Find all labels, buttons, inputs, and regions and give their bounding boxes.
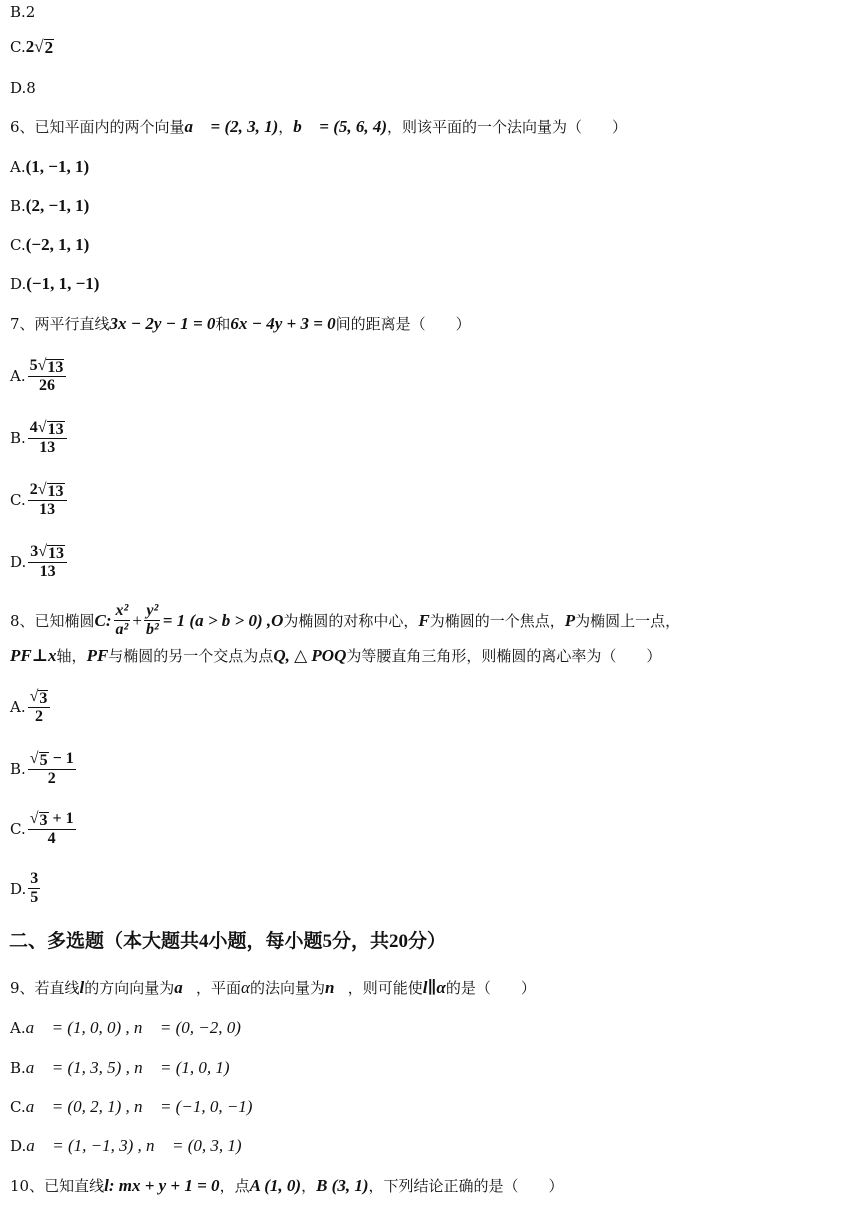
coefficient: 2: [25, 37, 35, 56]
plane-alpha: α: [241, 978, 250, 997]
stem-text: 为等腰直角三角形，则椭圆的离心率为（ ）: [346, 647, 662, 665]
stem-text: ，则该平面的一个法向量为（ ）: [387, 118, 628, 136]
heading-text: 分）: [408, 930, 447, 952]
coefficient: 3: [30, 543, 39, 560]
q8-option-c: [10, 810, 78, 848]
stem-text: ，平面: [196, 979, 242, 997]
option-label: C.: [10, 491, 26, 509]
option-label: D.: [10, 275, 27, 293]
radicand: 13: [48, 545, 65, 562]
option-label: C.: [10, 820, 26, 838]
option-label: D.: [10, 553, 27, 571]
q9-option-d: [10, 1136, 242, 1156]
fraction: √ 3 + 1 4: [29, 810, 74, 847]
heading-text: 分，共: [332, 930, 390, 952]
option-label: A.: [10, 367, 26, 385]
q10-stem: [10, 1176, 564, 1196]
option-value: a⃗ = (1, 3, 5) , n⃗ = (1, 0, 1): [25, 1058, 230, 1077]
q7-option-a: [10, 357, 68, 395]
stem-text: ，点: [219, 1177, 250, 1195]
denominator: 2: [35, 708, 43, 725]
stem-text: 的方向向量为: [84, 979, 175, 997]
numerator-tail: − 1: [48, 750, 74, 767]
stem-text: ，: [278, 118, 294, 136]
q5-option-d: D.8: [10, 79, 36, 97]
vector-n: n⃗: [325, 978, 348, 997]
q7-option-b: [10, 419, 69, 457]
segment-pf: PF: [86, 646, 109, 665]
equation-2: 6x − 4y + 3 = 0: [230, 314, 336, 333]
denominator: 5: [30, 889, 39, 906]
option-value: (−1, 1, −1): [26, 274, 100, 293]
option-value: (1, −1, 1): [25, 157, 90, 176]
point-b: B (3, 1): [316, 1176, 369, 1195]
point-p: P: [564, 610, 576, 630]
denominator: 13: [39, 501, 56, 518]
vector-b: b⃗ = (5, 6, 4): [293, 117, 388, 136]
fraction: 2 √ 13 13: [28, 481, 67, 519]
stem-text: 10、已知直线: [10, 1177, 105, 1195]
q8-stem-line-2: [10, 646, 661, 666]
equation-rest: = 1 (a > b > 0) ,: [162, 610, 272, 630]
coefficient: 4: [29, 419, 38, 436]
heading-text: 小题，每小题: [208, 930, 323, 952]
point-o: O: [271, 610, 284, 630]
option-label: D.: [10, 1137, 27, 1155]
radicand: 3: [39, 812, 48, 829]
option-label: C.: [10, 38, 26, 56]
fraction: √ 3 2: [28, 688, 51, 726]
radicand: 13: [47, 421, 64, 438]
fraction-y2-b2: [144, 602, 161, 639]
denominator: 13: [39, 563, 56, 580]
denominator: b²: [145, 621, 159, 638]
stem-text: 8、已知椭圆: [10, 611, 95, 630]
stem-text: ，则可能使: [347, 979, 423, 997]
fraction: √ 5 − 1 2: [29, 750, 74, 787]
fraction: 3 √ 13 13: [28, 543, 67, 581]
stem-text: 间的距离是（ ）: [335, 315, 471, 333]
point-a: A (1, 0): [249, 1176, 302, 1195]
plus-sign: +: [132, 610, 142, 630]
option-label: B.: [10, 760, 26, 778]
option-value: a⃗ = (1, −1, 3) , n⃗ = (0, 3, 1): [26, 1136, 242, 1155]
line-l: l: [79, 978, 85, 997]
q6-option-a: [10, 157, 89, 177]
q9-option-a: [10, 1018, 241, 1038]
radicand: 2: [44, 38, 54, 57]
q8-option-a: [10, 688, 52, 726]
vector-a: a⃗: [174, 978, 197, 997]
parallel-expression: l∥α: [422, 978, 446, 997]
stem-text: ，下列结论正确的是（ ）: [368, 1177, 564, 1195]
option-label: B.: [10, 197, 26, 215]
point-f: F: [418, 610, 430, 630]
option-label: A.: [10, 158, 26, 176]
option-value: (2, −1, 1): [25, 196, 90, 215]
fraction: 4 √ 13 13: [28, 419, 67, 457]
q8-stem-line-1: [10, 602, 680, 639]
option-label: B.: [10, 1059, 26, 1077]
q5-option-b: B.2: [10, 3, 36, 21]
denominator: 2: [47, 770, 56, 787]
line-equation: l: mx + y + 1 = 0: [104, 1176, 220, 1195]
stem-text: 9、若直线: [10, 979, 80, 997]
denominator: 26: [39, 377, 55, 394]
option-label: B.: [10, 429, 26, 447]
q8-option-b: [10, 750, 78, 788]
stem-text: 为椭圆上一点，: [575, 611, 681, 630]
heading-text: 二、多选题（本大题共: [9, 930, 200, 952]
option-label: A.: [10, 1019, 26, 1037]
heading-number: 20: [389, 931, 409, 952]
sqrt: √ 2: [34, 37, 54, 57]
q8-option-d: [10, 870, 42, 907]
coefficient: 2: [29, 481, 38, 498]
option-value: (−2, 1, 1): [25, 235, 90, 254]
stem-text: 为椭圆的一个焦点，: [429, 611, 565, 630]
option-value: a⃗ = (0, 2, 1) , n⃗ = (−1, 0, −1): [25, 1097, 253, 1116]
stem-text: 轴，: [56, 647, 87, 665]
numerator: 3: [30, 870, 39, 887]
stem-text: 和: [215, 315, 231, 333]
numerator: y²: [146, 602, 159, 619]
triangle-expression: Q, △ POQ: [273, 646, 347, 665]
radicand: 13: [47, 359, 64, 376]
heading-number: 4: [199, 931, 209, 952]
option-label: D.: [10, 879, 27, 898]
q9-stem: [10, 978, 536, 998]
stem-text: ，: [301, 1177, 317, 1195]
denominator: 4: [47, 830, 56, 847]
q7-option-c: [10, 481, 69, 519]
section-heading: [9, 931, 446, 952]
q6-option-b: [10, 196, 89, 216]
coefficient: 5: [29, 357, 38, 374]
stem-text: 为椭圆的对称中心，: [283, 611, 419, 630]
option-label: C.: [10, 1098, 26, 1116]
fraction: 5 √ 13 26: [28, 357, 67, 395]
option-value: a⃗ = (1, 0, 0) , n⃗ = (0, −2, 0): [25, 1018, 241, 1037]
radicand: 13: [47, 483, 64, 500]
q7-stem: [10, 314, 471, 334]
radicand: 5: [39, 752, 48, 769]
stem-text: 7、两平行直线: [10, 315, 110, 333]
q6-option-d: [10, 274, 99, 294]
equation-1: 3x − 2y − 1 = 0: [109, 314, 216, 333]
q9-option-b: [10, 1058, 230, 1078]
option-label: A.: [10, 698, 26, 716]
q9-option-c: [10, 1097, 252, 1117]
denominator: 13: [39, 439, 56, 456]
sqrt-expression: [26, 37, 54, 57]
radicand: 3: [39, 690, 48, 707]
stem-text: 6、已知平面内的两个向量: [10, 118, 185, 136]
stem-text: 的是（ ）: [445, 979, 536, 997]
fraction: [28, 870, 40, 907]
numerator: x²: [115, 602, 129, 619]
vector-a: a⃗ = (2, 3, 1): [184, 117, 279, 136]
perpendicular-expression: PF⊥x: [10, 646, 57, 665]
q6-stem: [10, 117, 627, 137]
q5-option-c: [10, 37, 54, 57]
numerator-tail: + 1: [48, 810, 74, 827]
denominator: a²: [115, 621, 129, 638]
stem-text: 与椭圆的另一个交点为点: [108, 647, 274, 665]
q7-option-d: [10, 543, 69, 581]
q6-option-c: [10, 235, 89, 255]
heading-number: 5: [322, 931, 333, 952]
stem-text: 的法向量为: [249, 979, 325, 997]
option-label: C.: [10, 236, 26, 254]
fraction-x2-a2: [114, 602, 131, 639]
curve-name: C:: [94, 610, 112, 630]
